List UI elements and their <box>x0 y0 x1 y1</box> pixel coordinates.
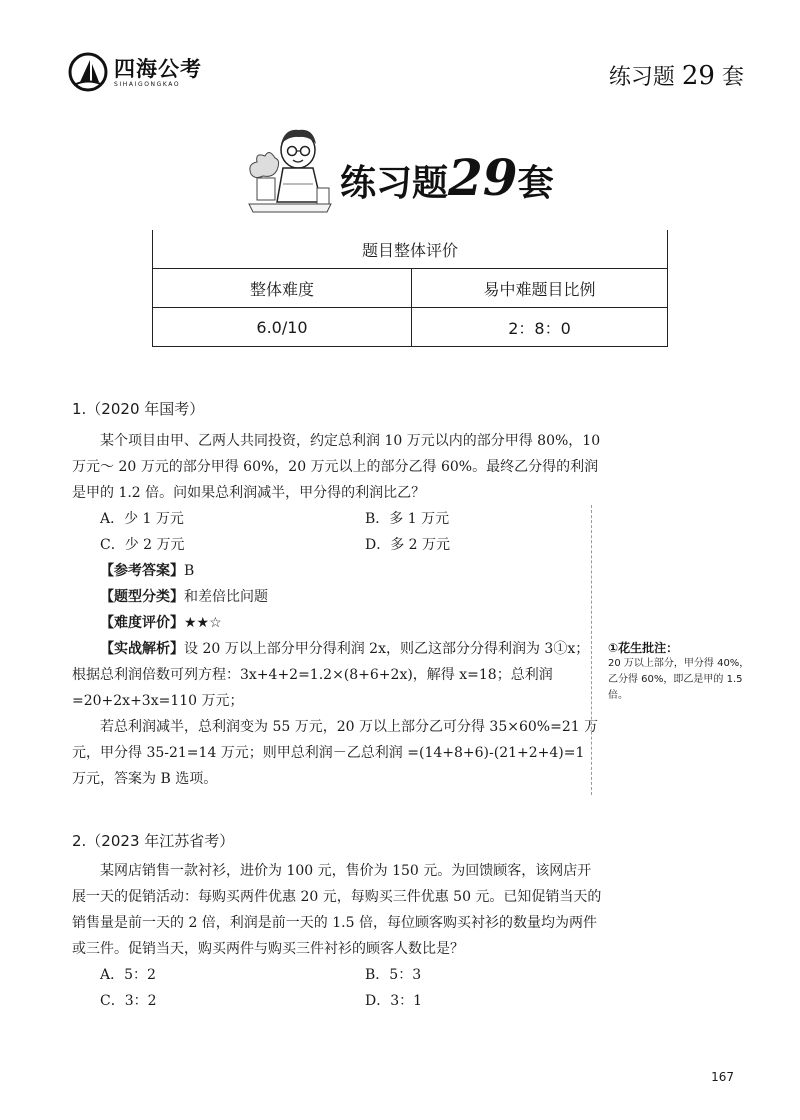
question-2 <box>72 828 602 1014</box>
header-suffix: 套 <box>721 65 744 90</box>
page-number: 167 <box>711 1070 734 1084</box>
eval-col1-value: 6.0/10 <box>153 308 412 347</box>
header-title <box>609 60 744 91</box>
difficulty-stars: ★★☆ <box>184 615 222 631</box>
eval-table-heading: 题目整体评价 <box>153 230 668 269</box>
logo <box>68 52 202 92</box>
eval-col2-value: 2：8：0 <box>412 308 668 347</box>
analysis-text-1: 设 20 万以上部分甲分得利润 2x，则乙这部分分得利润为 3①x；根据总利润倍数可列方程：3x+4+2=1.2×(8+6+2x)，解得 x=18；总利润 =20+2x+3x=110 万元； <box>72 641 590 709</box>
q1-type-line <box>72 584 602 610</box>
title-suffix: 套 <box>517 163 554 204</box>
question-2-number: 2.（2023 年江苏省考） <box>72 832 235 850</box>
side-note-title: ①花生批注： <box>608 641 679 655</box>
header-num: 29 <box>681 61 715 91</box>
answer-value: B <box>184 563 195 579</box>
margin-divider <box>591 505 592 795</box>
q1-analysis-1 <box>72 636 602 714</box>
question-2-stem: 某网店销售一款衬衫，进价为 100 元，售价为 150 元。为回馈顾客，该网店开展一天的促销活动：每购买两件优惠 20 元，每购买三件优惠 50 元。已知促销当天的销售量是前一天的 2 倍，利润是前一天的 1.5 倍，每位顾客购买衬衫的数量均为两件或三件。促销当天，购买两件与购买三件衬衫的顾客人数比是？ <box>72 863 602 957</box>
eval-col2-label: 易中难题目比例 <box>412 269 668 308</box>
q2-option-b: B．5：3 <box>365 967 422 983</box>
evaluation-table <box>152 230 668 347</box>
question-1-options <box>72 506 602 558</box>
q1-option-c: C．少 2 万元 <box>100 537 185 553</box>
side-note <box>608 640 758 704</box>
type-tag: 【题型分类】 <box>100 589 184 605</box>
question-1-number: 1.（2020 年国考） <box>72 400 205 418</box>
page-title <box>340 148 554 207</box>
question-1 <box>72 396 602 792</box>
question-2-options <box>72 962 602 1014</box>
logo-text: 四海公考 <box>114 56 202 81</box>
q1-answer-line <box>72 558 602 584</box>
q2-option-c: C．3：2 <box>100 993 157 1009</box>
q1-difficulty-line <box>72 610 602 636</box>
type-value: 和差倍比问题 <box>184 589 268 605</box>
sailboat-logo-icon <box>68 52 108 92</box>
q2-option-d: D．3：1 <box>365 993 423 1009</box>
q1-option-b: B．多 1 万元 <box>365 511 450 527</box>
difficulty-tag: 【难度评价】 <box>100 615 184 631</box>
question-1-stem: 某个项目由甲、乙两人共同投资，约定总利润 10 万元以内的部分甲得 80%，10 万元～ 20 万元的部分甲得 60%，20 万元以上的部分乙得 60%。最终乙分得的利润是甲的 1.2 倍。问如果总利润减半，甲分得的利润比乙？ <box>72 433 601 501</box>
logo-subtext: SIHAIGONGKAO <box>114 80 181 88</box>
q1-analysis-2: 若总利润减半，总利润变为 55 万元，20 万以上部分乙可分得 35×60%=21 万元，甲分得 35-21=14 万元；则甲总利润－乙总利润 =(14+8+6)-(21+2+4)=1 万元，答案为 B 选项。 <box>72 719 599 787</box>
analysis-tag: 【实战解析】 <box>100 641 184 657</box>
mascot-illustration <box>243 124 335 216</box>
q2-option-a: A．5：2 <box>100 967 156 983</box>
title-prefix: 练习题 <box>340 163 449 204</box>
answer-tag: 【参考答案】 <box>100 563 184 579</box>
header-prefix: 练习题 <box>608 65 675 90</box>
title-num: 29 <box>448 148 518 207</box>
side-note-body: 20 万以上部分，甲分得 40%，乙分得 60%，即乙是甲的 1.5 倍。 <box>608 658 750 701</box>
q1-option-d: D．多 2 万元 <box>365 537 451 553</box>
eval-col1-label: 整体难度 <box>153 269 412 308</box>
q1-option-a: A．少 1 万元 <box>100 511 184 527</box>
